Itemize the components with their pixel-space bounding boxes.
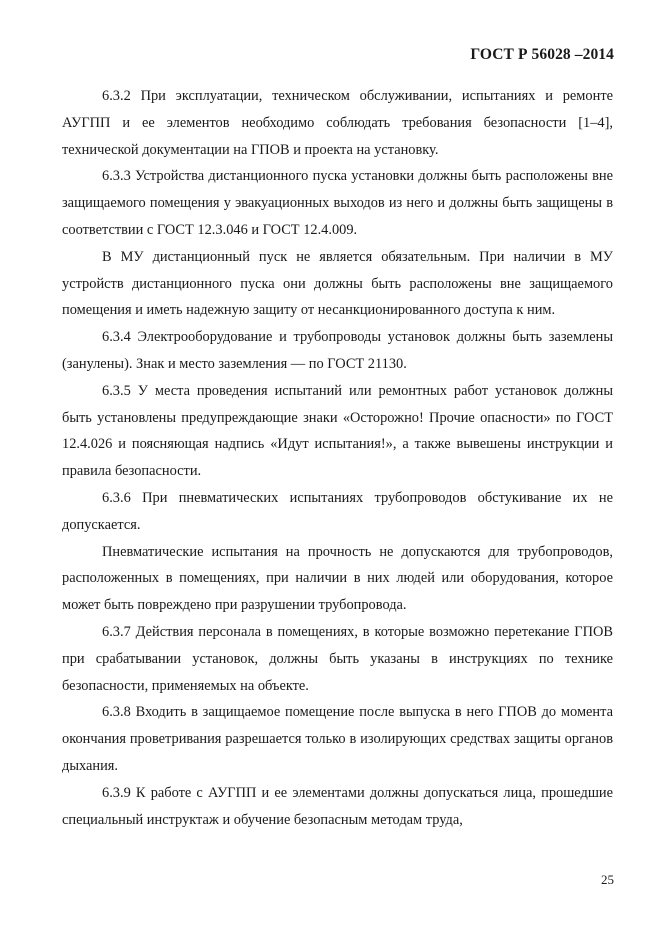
paragraph-6-3-5: 6.3.5 У места проведения испытаний или ремонтных работ установок должны быть установлены предупреждающие знаки «Осторожно! Прочие опасности» по ГОСТ 12.4.026 и поясняющая надпись «Идут испытания!», а также вывешены инструкции и правила безопасности.: [62, 382, 613, 480]
paragraph-6-3-2: 6.3.2 При эксплуатации, техническом обслуживании, испытаниях и ремонте АУГПП и ее элементов необходимо соблюдать требования безопасности [1–4], технической документации на ГПОВ и проекта на установку.: [62, 88, 613, 158]
paragraph-6-3-9: 6.3.9 К работе с АУГПП и ее элементами должны допускаться лица, прошедшие специальный инструктаж и обучение безопасным методам труда,: [62, 784, 613, 828]
page-number: 25: [601, 872, 614, 887]
paragraph-6-3-7: 6.3.7 Действия персонала в помещениях, в которые возможно перетекание ГПОВ при срабатывании установок, должны быть указаны в инструкциях по технике безопасности, применяемых на объекте.: [62, 623, 613, 694]
paragraph-6-3-8: 6.3.8 Входить в защищаемое помещение после выпуска в него ГПОВ до момента окончания проветривания разрешается только в изолирующих средствах защиты органов дыхания.: [62, 704, 613, 774]
paragraph-mu-remote-start: В МУ дистанционный пуск не является обязательным. При наличии в МУ устройств дистанционного пуска они должны быть расположены вне защищаемого помещения и иметь надежную защиту от несанкционированного доступа к ним.: [62, 248, 613, 319]
paragraph-6-3-4: 6.3.4 Электрооборудование и трубопроводы установок должны быть заземлены (занулены). Знак и место заземления — по ГОСТ 21130.: [62, 329, 613, 372]
paragraph-pneumatic-tests: Пневматические испытания на прочность не допускаются для трубопроводов, расположенных в помещениях, при наличии в них людей или оборудования, которое может быть повреждено при разрушении трубопровода.: [62, 543, 613, 614]
document-body: [62, 83, 613, 833]
paragraph-6-3-6: 6.3.6 При пневматических испытаниях трубопроводов обстукивание их не допускается.: [62, 489, 613, 533]
paragraph-6-3-3: 6.3.3 Устройства дистанционного пуска установки должны быть расположены вне защищаемого помещения у эвакуационных выходов из него и должны быть защищены в соответствии с ГОСТ 12.3.046 и ГОСТ 12.4.009.: [62, 168, 613, 238]
document-header: ГОСТ Р 56028 –2014: [470, 46, 614, 63]
